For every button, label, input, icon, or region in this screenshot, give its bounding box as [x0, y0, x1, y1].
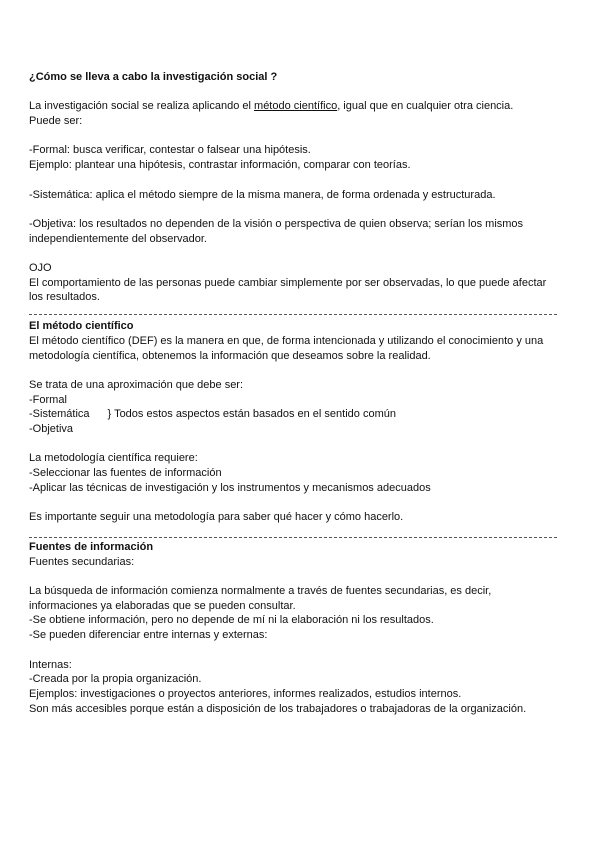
spacer — [29, 129, 559, 144]
intro-paragraph-line-1 — [29, 99, 559, 114]
list-item-sistematica: -Sistemática — [29, 408, 90, 421]
fuentes-paragraph-line-1: La búsqueda de información comienza normalmente a través de fuentes secundarias, es decir, — [29, 585, 492, 598]
list-item-formal: -Formal — [29, 393, 67, 406]
intro-text-before: La investigación social se realiza aplicando el — [29, 100, 255, 113]
spacer — [29, 569, 559, 584]
spacer — [29, 173, 559, 188]
definition-line-2: metodología científica, obtenemos la información que deseamos sobre la realidad. — [29, 349, 431, 362]
list-item-sistematica-row — [29, 407, 559, 422]
internas-line-3: Son más accesibles porque están a disposición de los trabajadores o trabajadoras de la organización. — [29, 702, 527, 715]
importante-line: Es importante seguir una metodología para saber qué hacer y cómo hacerlo. — [29, 511, 404, 524]
ojo-line-2: los resultados. — [29, 291, 100, 304]
spacer — [29, 202, 559, 217]
fuentes-paragraph-line-4: -Se pueden diferenciar entre internas y externas: — [29, 629, 268, 642]
formal-line-1: -Formal: busca verificar, contestar o falsear una hipótesis. — [29, 144, 311, 157]
intro-text-after: , igual que en cualquier otra ciencia. — [337, 100, 514, 113]
formal-line-2: Ejemplo: plantear una hipótesis, contrastar información, comparar con teorías. — [29, 159, 411, 172]
requiere-line: La metodología científica requiere: — [29, 452, 198, 465]
requirement-item-1: -Seleccionar las fuentes de información — [29, 467, 222, 480]
spacer — [29, 85, 559, 100]
fuentes-paragraph-line-3: -Se obtiene información, pero no depende de mí ni la elaboración ni los resultados. — [29, 614, 434, 627]
section-heading-investigacion-social: ¿Cómo se lleva a cabo la investigación social ? — [29, 71, 278, 83]
internas-line-2: Ejemplos: investigaciones o proyectos anteriores, informes realizados, estudios internos. — [29, 687, 462, 700]
document-page — [29, 70, 559, 716]
section-heading-fuentes: Fuentes de información — [29, 540, 154, 553]
internas-label: Internas: — [29, 658, 72, 671]
section-divider — [29, 314, 557, 315]
spacer — [29, 246, 559, 261]
definition-line-1: El método científico (DEF) es la manera en que, de forma intencionada y utilizando el conocimiento y una — [29, 334, 544, 347]
internas-line-1: -Creada por la propia organización. — [29, 673, 202, 686]
ojo-label: OJO — [29, 262, 52, 275]
objetiva-line-1: -Objetiva: los resultados no dependen de la visión o perspectiva de quien observa; serían los mismos — [29, 217, 524, 230]
requirement-item-2: -Aplicar las técnicas de investigación y los instrumentos y mecanismos adecuados — [29, 481, 431, 494]
metodo-cientifico-link[interactable]: método científico — [254, 100, 338, 113]
section-divider — [29, 537, 557, 538]
spacer — [29, 363, 559, 378]
spacer — [29, 496, 559, 511]
fuentes-secundarias-label: Fuentes secundarias: — [29, 555, 135, 568]
spacer — [29, 643, 559, 658]
objetiva-line-2: independientemente del observador. — [29, 232, 207, 245]
spacer — [29, 437, 559, 452]
aproximacion-line: Se trata de una aproximación que debe ser: — [29, 378, 244, 391]
fuentes-paragraph-line-2: informaciones ya elaboradas que se pueden consultar. — [29, 599, 296, 612]
sistematica-line: -Sistemática: aplica el método siempre de la misma manera, de forma ordenada y estructurada. — [29, 188, 496, 201]
section-heading-metodo-cientifico: El método científico — [29, 320, 134, 333]
intro-paragraph-line-2: Puede ser: — [29, 115, 83, 128]
brace-note: } Todos estos aspectos están basados en el sentido común — [107, 408, 396, 421]
list-item-objetiva: -Objetiva — [29, 423, 74, 436]
ojo-line-1: El comportamiento de las personas puede cambiar simplemente por ser observadas, lo que puede afectar — [29, 276, 547, 289]
